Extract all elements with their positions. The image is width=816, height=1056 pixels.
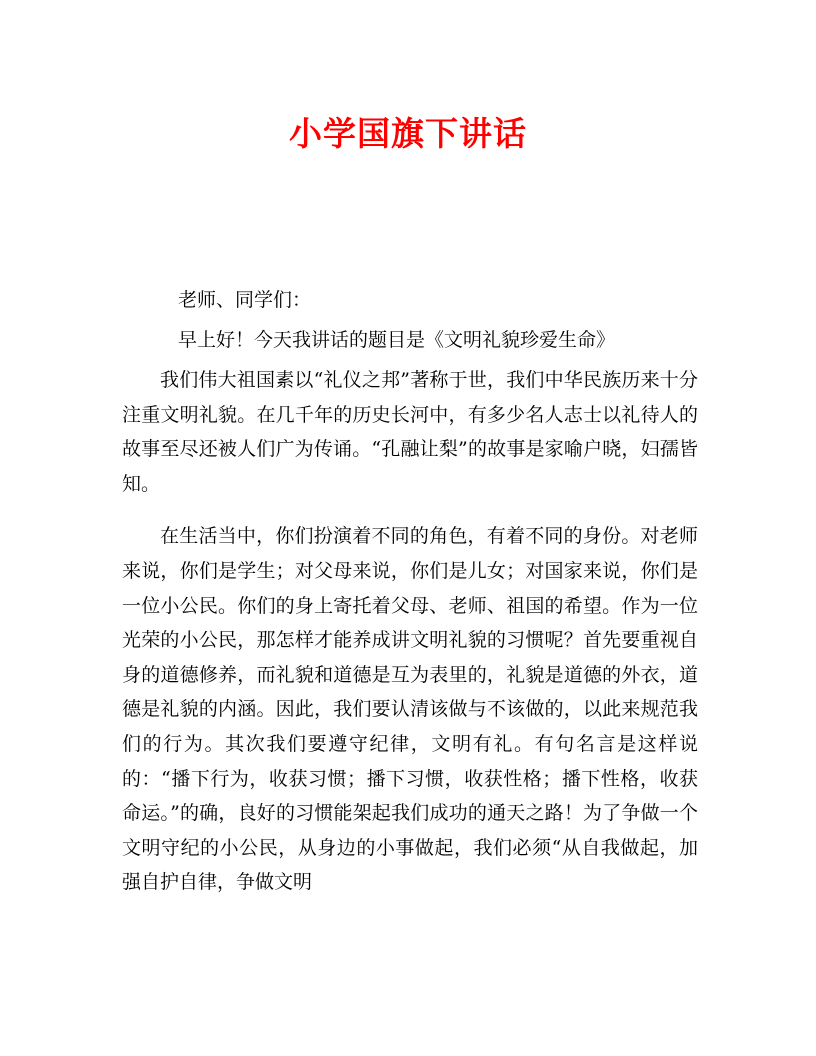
body-paragraph-2: 在生活当中，你们扮演着不同的角色，有着不同的身份。对老师来说，你们是学生；对父母来说，你们是儿女；对国家来说，你们是一位小公民。你们的身上寄托着父母、老师、祖国的希望。作为一位光荣的小公民，那怎样才能养成讲文明礼貌的习惯呢？首先要重视自身的道德修养，而礼貌和道德是互为表里的，礼貌是道德的外衣，道德是礼貌的内涵。因此，我们要认清该做与不该做的，以此来规范我们的行为。其次我们要遵守纪律，文明有礼。有句名言是这样说的：“播下行为，收获习惯；播下习惯，收获性格；播下性格，收获命运。”的确，良好的习惯能架起我们成功的通天之路！为了争做一个文明守纪的小公民，从身边的小事做起，我们必须“从自我做起，加强自护自律，争做文明 — [122, 525, 698, 894]
greeting-paragraph: 老师、同学们： — [178, 289, 312, 311]
opening-paragraph: 早上好！今天我讲话的题目是《文明礼貌珍爱生命》 — [178, 329, 616, 351]
body-paragraph-1: 我们伟大祖国素以“礼仪之邦”著称于世，我们中华民族历来十分注重文明礼貌。在几千年的历史长河中，有多少名人志士以礼待人的故事至尽还被人们广为传诵。“孔融让梨”的故事是家喻户晓，妇孺皆知。 — [122, 369, 698, 495]
document-title: 小学国旗下讲话 — [289, 114, 527, 153]
document-body — [122, 283, 698, 900]
